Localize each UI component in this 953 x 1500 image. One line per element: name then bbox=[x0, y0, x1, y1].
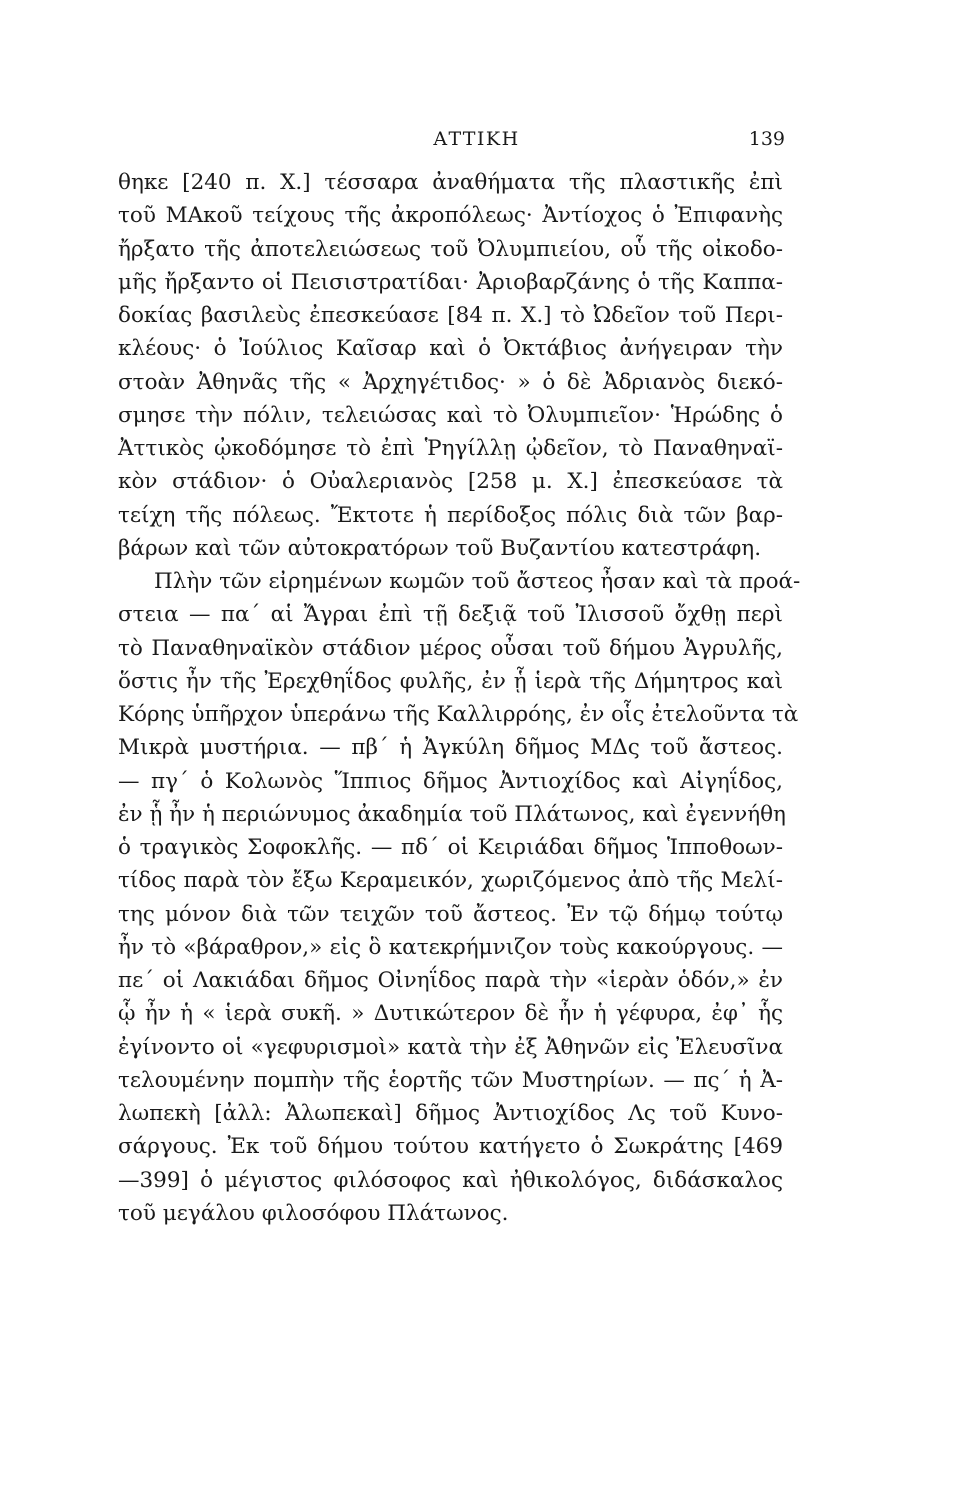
text-line: Κόρης ὑπῆρχον ὑπεράνω τῆς Καλλιρρόης, ἐν οἷς ἐτελοῦντα τὰ bbox=[118, 702, 799, 727]
text-line: μῆς ἤρξαντο οἱ Πεισιστρατίδαι· Ἀριοβαρζάνης ὁ τῆς Καππα- bbox=[118, 269, 783, 295]
text-line: Ἀττικὸς ᾠκοδόμησε τὸ ἐπὶ Ῥηγίλλῃ ᾠδεῖον, τὸ Παναθηναϊ- bbox=[118, 436, 783, 461]
text-line: βάρων καὶ τῶν αὐτοκρατόρων τοῦ Βυζαντίου κατεστράφη. bbox=[118, 535, 762, 561]
text-line: τὸ Παναθηναϊκὸν στάδιον μέρος οὖσαι τοῦ δήμου Ἀγρυλῆς, bbox=[118, 635, 783, 661]
text-line: ὁ τραγικὸς Σοφοκλῆς. — πδ΄ οἱ Κειριάδαι δῆμος Ἱπποθοων- bbox=[118, 835, 783, 860]
text-line: —399] ὁ μέγιστος φιλόσοφος καὶ ἠθικολόγος, διδάσκαλος bbox=[118, 1167, 783, 1193]
text-line: ὅστις ἦν τῆς Ἐρεχθηΐδος φυλῆς, ἐν ᾗ ἱερὰ τῆς Δήμητρος καὶ bbox=[118, 668, 783, 694]
text-line: σμησε τὴν πόλιν, τελειώσας καὶ τὸ Ὀλυμπιεῖον· Ἡρώδης ὁ bbox=[118, 402, 783, 428]
text-line: — πγ΄ ὁ Κολωνὸς Ἵππιος δῆμος Ἀντιοχίδος καὶ Αἰγηΐδος, bbox=[118, 768, 783, 794]
text-line: τίδος παρὰ τὸν ἔξω Κεραμεικόν, χωριζόμενος ἀπὸ τῆς Μελί- bbox=[118, 868, 783, 894]
text-line: ᾧ ἦν ἡ « ἱερὰ συκῆ. » Δυτικώτερον δὲ ἦν ἡ γέφυρα, ἐφ᾽ ἧς bbox=[118, 1001, 783, 1027]
text-line: πε΄ οἱ Λακιάδαι δῆμος Οἰνηΐδος παρὰ τὴν «ἱερὰν ὁδόν,» ἐν bbox=[118, 968, 783, 993]
text-line: τοῦ μεγάλου φιλοσόφου Πλάτωνος. bbox=[118, 1200, 509, 1226]
text-line: τοῦ ΜΑκοῦ τείχους τῆς ἀκροπόλεως· Ἀντίοχος ὁ Ἐπιφανὴς bbox=[118, 203, 783, 229]
text-line: ἐν ᾗ ἦν ἡ περιώνυμος ἀκαδημία τοῦ Πλάτωνος, καὶ ἐγεννήθη bbox=[118, 801, 786, 827]
text-line: δοκίας βασιλεὺς ἐπεσκεύασε [84 π. Χ.] τὸ Ὠδεῖον τοῦ Περι- bbox=[118, 303, 783, 328]
page-number: 139 bbox=[748, 128, 785, 150]
text-line: λωπεκὴ [ἀλλ: Ἀλωπεκαὶ] δῆμος Ἀντιοχίδος Λς τοῦ Κυνο- bbox=[118, 1101, 783, 1126]
text-line: τελουμένην πομπὴν τῆς ἑορτῆς τῶν Μυστηρίων. — πς΄ ἡ Ἀ- bbox=[118, 1067, 783, 1093]
text-line: Πλὴν τῶν εἰρημένων κωμῶν τοῦ ἄστεος ἦσαν καὶ τὰ προά- bbox=[154, 569, 801, 594]
text-line: ἐγίνοντο οἱ «γεφυρισμοὶ» κατὰ τὴν ἐξ Ἀθηνῶν εἰς Ἐλευσῖνα bbox=[118, 1034, 783, 1060]
running-title: ΑΤΤΙΚΗ bbox=[433, 128, 520, 150]
text-line: ἤρξατο τῆς ἀποτελειώσεως τοῦ Ὀλυμπιείου, οὗ τῆς οἰκοδο- bbox=[118, 236, 783, 262]
text-line: κλέους· ὁ Ἰούλιος Καῖσαρ καὶ ὁ Ὀκτάβιος ἀνήγειραν τὴν bbox=[118, 336, 783, 362]
text-line: κὸν στάδιον· ὁ Οὐαλεριανὸς [258 μ. Χ.] ἐπεσκεύασε τὰ bbox=[118, 469, 783, 495]
text-line: θηκε [240 π. Χ.] τέσσαρα ἀναθήματα τῆς πλαστικῆς ἐπὶ bbox=[118, 170, 783, 195]
text-line: της μόνον διὰ τῶν τειχῶν τοῦ ἄστεος. Ἐν τῷ δήμῳ τούτῳ bbox=[118, 901, 783, 927]
running-head bbox=[0, 126, 953, 156]
body-text bbox=[118, 166, 801, 1230]
text-line: στεια — πα΄ αἱ Ἄγραι ἐπὶ τῇ δεξιᾷ τοῦ Ἰλισσοῦ ὄχθῃ περὶ bbox=[118, 602, 783, 628]
text-line: τείχη τῆς πόλεως. Ἔκτοτε ἡ περίδοξος πόλις διὰ τῶν βαρ- bbox=[118, 502, 783, 528]
text-line: στοὰν Ἀθηνᾶς τῆς « Ἀρχηγέτιδος· » ὁ δὲ Ἀδριανὸς διεκό- bbox=[118, 369, 783, 395]
text-line: Μικρὰ μυστήρια. — πβ΄ ἡ Ἀγκύλη δῆμος ΜΔς τοῦ ἄστεος. bbox=[118, 735, 783, 761]
text-line: σάργους. Ἐκ τοῦ δήμου τούτου κατήγετο ὁ Σωκράτης [469 bbox=[118, 1134, 783, 1160]
text-line: ἦν τὸ «βάραθρον,» εἰς ὃ κατεκρήμνιζον τοὺς κακούργους. — bbox=[118, 934, 783, 960]
